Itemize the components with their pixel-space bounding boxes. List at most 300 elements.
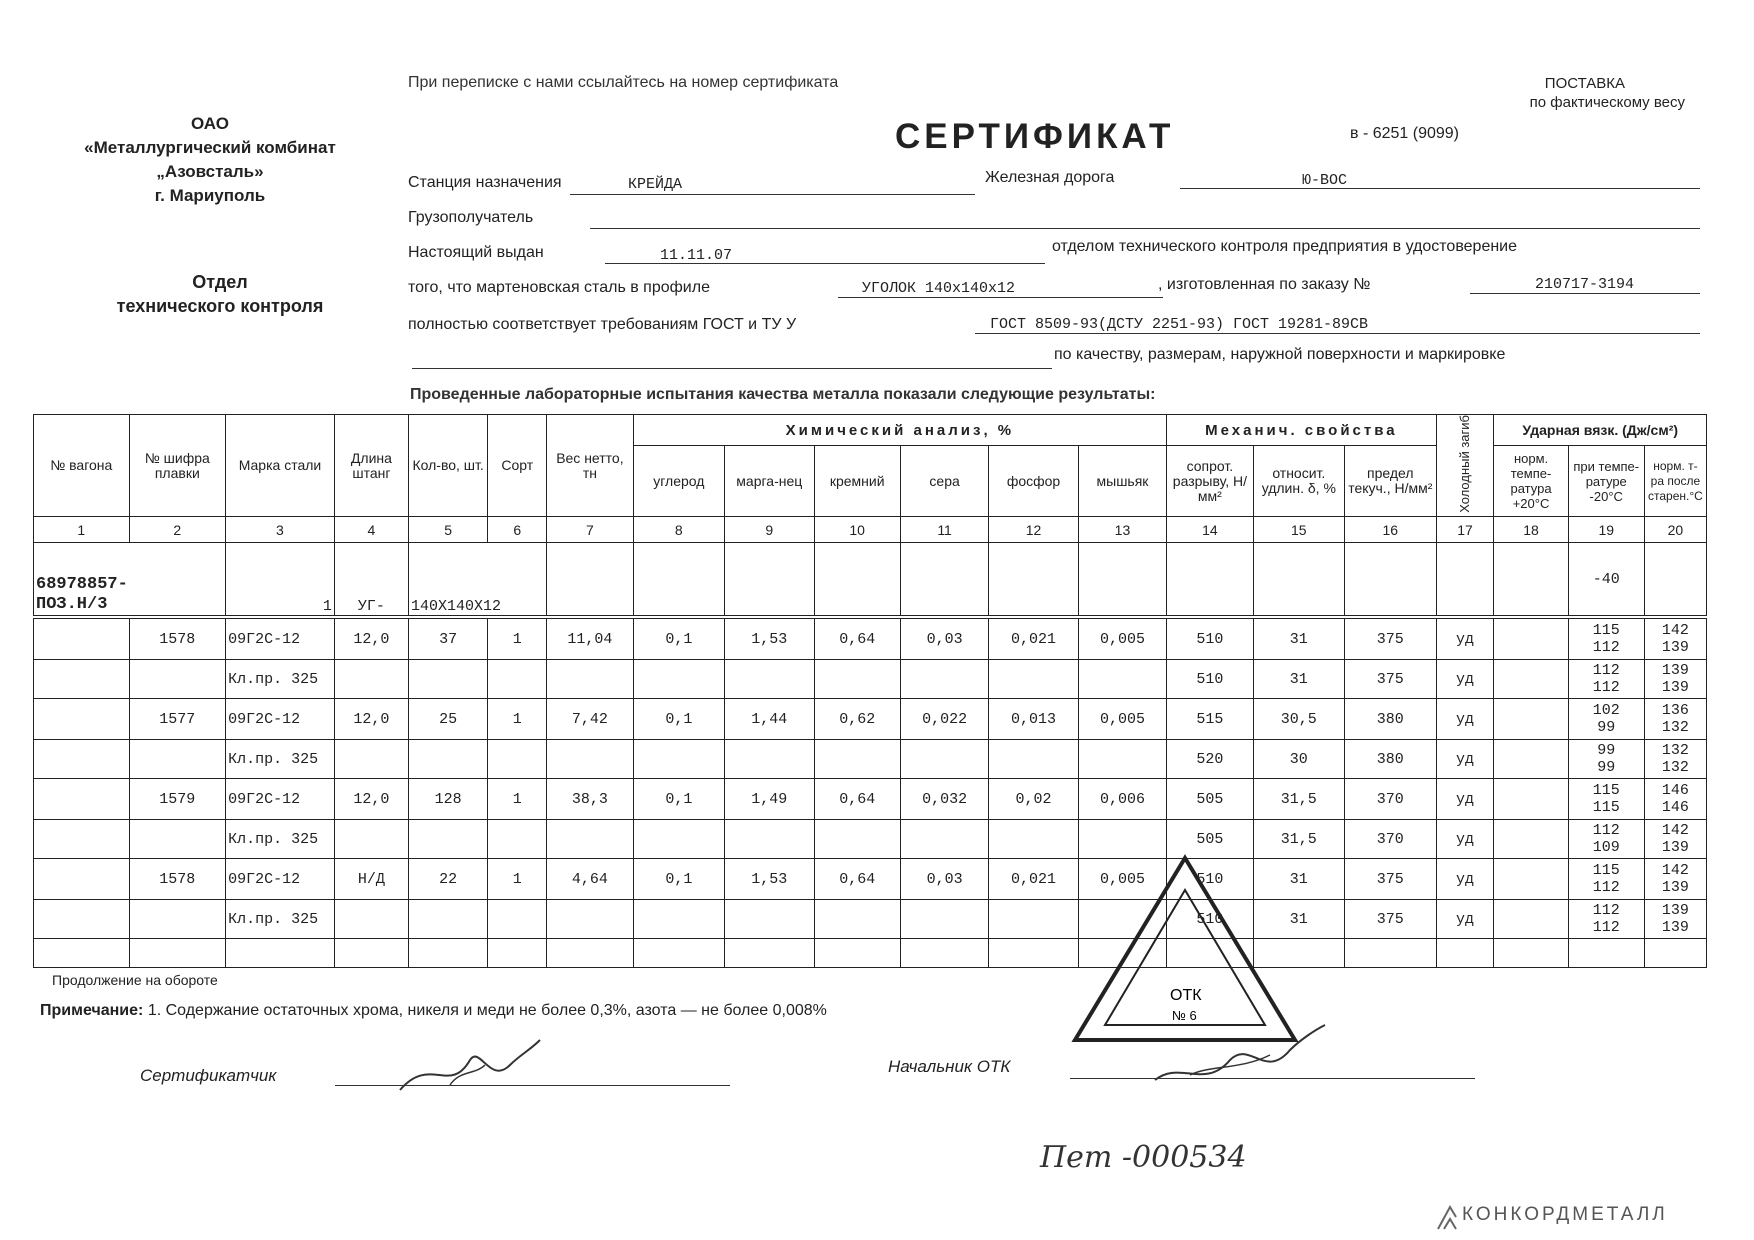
certificate-number: в - 6251 (9099): [1350, 125, 1460, 142]
table-cell: [1167, 779, 1253, 820]
table-cell: [633, 619, 724, 660]
department-block: [70, 270, 370, 318]
table-cell: [1494, 660, 1568, 699]
table-row-blank: [34, 939, 1707, 968]
dept-line: Отдел: [192, 272, 248, 292]
cell-value: 1: [512, 790, 522, 808]
index-cell: 1: [34, 517, 130, 543]
table-cell: [1167, 740, 1253, 779]
cell-value: 112: [1592, 822, 1620, 839]
table-cell: [1494, 779, 1568, 820]
col-header: Кол-во, шт.: [409, 415, 488, 517]
table-cell: [1568, 779, 1644, 820]
index-cell: 4: [334, 517, 408, 543]
cell-value: 375: [1376, 630, 1404, 648]
reference-note: При переписке с нами ссылайтесь на номер сертификата: [408, 74, 839, 91]
cell-value: 1,49: [751, 790, 788, 808]
table-cell: [129, 699, 226, 740]
cell-value: 37: [439, 630, 458, 648]
cell-value: 115: [1592, 799, 1620, 816]
cell-value: 0,1: [665, 630, 693, 648]
table-cell: [725, 740, 814, 779]
table-cell: [226, 619, 335, 660]
col-header: Длина штанг: [334, 415, 408, 517]
col-header: норм. т-ра после старен.°C: [1644, 446, 1706, 517]
table-cell: [34, 900, 130, 939]
cell-value: уд: [1455, 870, 1474, 888]
delivery-line: ПОСТАВКА: [1544, 75, 1625, 92]
compliance-label: полностью соответствует требованиям ГОСТ и ТУ У: [408, 316, 797, 333]
table-cell: [900, 820, 988, 859]
index-cell: 8: [633, 517, 724, 543]
table-cell: [226, 740, 335, 779]
cell-value: 139: [1661, 662, 1689, 679]
table-cell: [34, 820, 130, 859]
cell-value: 112: [1592, 662, 1620, 679]
note-label: Примечание:: [40, 1002, 144, 1019]
continued-note: Продолжение на обороте: [52, 972, 218, 988]
cell-value: 31: [1289, 630, 1308, 648]
table-cell: [900, 660, 988, 699]
cell-value: 139: [1661, 639, 1689, 656]
station-label: Станция назначения: [408, 174, 562, 191]
cell-value: 510: [1196, 670, 1224, 688]
cell-value: 11,04: [567, 630, 613, 648]
table-cell: [334, 740, 408, 779]
table-cell: [725, 779, 814, 820]
col-header: относит. удлин. δ, %: [1253, 446, 1344, 517]
wagon-cell: [34, 543, 226, 616]
table-cell: [1568, 660, 1644, 699]
cell-value: 0,62: [839, 710, 876, 728]
col-header: при темпе-ратуре -20°C: [1568, 446, 1644, 517]
cell-value: 31: [1289, 870, 1308, 888]
stamp-number: № 6: [1172, 1008, 1197, 1023]
results-table: [33, 414, 1707, 616]
table-cell: [900, 619, 988, 660]
table-cell: [1167, 699, 1253, 740]
col-header: Сорт: [488, 415, 547, 517]
table-cell: [633, 660, 724, 699]
profile-cell: 140Х140Х12: [409, 543, 547, 616]
table-cell: [129, 619, 226, 660]
table-cell: [633, 859, 724, 900]
table-cell: [1644, 820, 1706, 859]
table-cell: [34, 660, 130, 699]
table-cell: [1494, 859, 1568, 900]
logo-icon: [1436, 1205, 1458, 1231]
table-cell: [814, 859, 900, 900]
table-cell: [725, 660, 814, 699]
cell-value: 370: [1376, 790, 1404, 808]
cell-value: 31,5: [1280, 830, 1317, 848]
cell-value: 0,03: [926, 870, 963, 888]
table-cell: [1167, 619, 1253, 660]
index-cell: 16: [1345, 517, 1436, 543]
cell-value: 0,1: [665, 790, 693, 808]
certifier-label: Сертификатчик: [140, 1066, 277, 1085]
table-cell: [900, 900, 988, 939]
col-header: норм. темпе-ратура +20°C: [1494, 446, 1568, 517]
cell-value: 99: [1597, 719, 1616, 736]
table-cell: [1494, 619, 1568, 660]
cell-value: 128: [434, 790, 462, 808]
table-cell: [488, 900, 547, 939]
org-line: «Металлургический комбинат: [84, 138, 336, 157]
cell-value: 1,44: [751, 710, 788, 728]
table-cell: [1345, 699, 1436, 740]
table-cell: [547, 779, 633, 820]
table-cell: [1644, 900, 1706, 939]
table-cell: [1436, 859, 1494, 900]
index-cell: 10: [814, 517, 900, 543]
index-cell: 17: [1436, 517, 1494, 543]
railway-value: Ю-ВОС: [1302, 172, 1348, 189]
index-cell: 11: [900, 517, 988, 543]
cell-value: 1579: [159, 790, 196, 808]
cell-value: 375: [1376, 870, 1404, 888]
dept-line: технического контроля: [116, 296, 324, 316]
index-cell: 9: [725, 517, 814, 543]
cell-value: 375: [1376, 910, 1404, 928]
table-cell: [547, 900, 633, 939]
cell-value: 102: [1592, 702, 1620, 719]
col-header: Вес нетто, тн: [547, 415, 633, 517]
consignee-label: Грузополучатель: [408, 209, 534, 226]
table-cell: [409, 699, 488, 740]
cell-value: 0,006: [1099, 790, 1145, 808]
cell-value: 31: [1289, 910, 1308, 928]
table-cell: [989, 779, 1078, 820]
table-cell: [1568, 699, 1644, 740]
table-cell: [814, 820, 900, 859]
cell-value: 375: [1376, 670, 1404, 688]
index-cell: 6: [488, 517, 547, 543]
station-value: КРЕЙДА: [628, 176, 683, 193]
table-cell: [1436, 820, 1494, 859]
profile-label: того, что мартеновская сталь в профиле: [408, 279, 710, 296]
table-cell: [547, 699, 633, 740]
index-cell: 15: [1253, 517, 1344, 543]
col-header: предел текуч., Н/мм²: [1345, 446, 1436, 517]
table-cell: [129, 859, 226, 900]
table-cell: [1078, 660, 1166, 699]
table-cell: [334, 699, 408, 740]
company-logo-text: КОНКОРДМЕТАЛЛ: [1462, 1204, 1668, 1225]
table-cell: [989, 859, 1078, 900]
table-cell: [334, 900, 408, 939]
index-cell: 19: [1568, 517, 1644, 543]
table-cell: [34, 779, 130, 820]
table-cell: [900, 740, 988, 779]
table-cell: [547, 740, 633, 779]
cell-value: 112: [1592, 919, 1620, 936]
note: [40, 1002, 827, 1020]
cell-value: 09Г2С-12: [228, 630, 301, 648]
index-cell: 7: [547, 517, 633, 543]
cell-value: 112: [1592, 679, 1620, 696]
results-table-body: [33, 618, 1707, 968]
table-cell: [547, 820, 633, 859]
table-cell: [1568, 820, 1644, 859]
table-cell: [1644, 699, 1706, 740]
cell-value: 139: [1661, 679, 1689, 696]
issued-suffix: отделом технического контроля предприятия в удостоверение: [1052, 238, 1518, 255]
chem-group-header: Химический анализ, %: [633, 415, 1167, 446]
index-cell: 13: [1078, 517, 1166, 543]
table-cell: [1436, 699, 1494, 740]
org-line: г. Мариуполь: [154, 186, 266, 205]
table-cell: [814, 699, 900, 740]
cell-value: 0,1: [665, 870, 693, 888]
cell-value: 0,1: [665, 710, 693, 728]
table-cell: [989, 900, 1078, 939]
table-cell: [1345, 779, 1436, 820]
cell-value: 520: [1196, 750, 1224, 768]
cell-value: 1578: [159, 870, 196, 888]
index-cell: 2: [129, 517, 226, 543]
table-cell: [814, 740, 900, 779]
temp-note: -40: [1568, 543, 1644, 616]
cell-value: Кл.пр. 325: [228, 910, 319, 928]
table-cell: [814, 900, 900, 939]
table-cell: [334, 820, 408, 859]
cell-value: уд: [1455, 910, 1474, 928]
table-cell: [226, 660, 335, 699]
table-row: [34, 699, 1707, 740]
order-label: , изготовленная по заказу №: [1158, 276, 1371, 293]
organization-block: [30, 112, 390, 208]
cell-value: 380: [1376, 750, 1404, 768]
table-cell: [488, 740, 547, 779]
table-row: [34, 619, 1707, 660]
cell-value: Кл.пр. 325: [228, 670, 319, 688]
cell-value: 09Г2С-12: [228, 710, 301, 728]
table-cell: [409, 619, 488, 660]
tests-label: Проведенные лабораторные испытания качества металла показали следующие результаты:: [410, 386, 1156, 403]
table-cell: [633, 779, 724, 820]
table-cell: [725, 699, 814, 740]
table-cell: [226, 699, 335, 740]
table-cell: [1644, 859, 1706, 900]
table-row: [34, 740, 1707, 779]
table-cell: [1078, 779, 1166, 820]
cell-value: Н/Д: [357, 870, 385, 888]
cell-value: 505: [1196, 790, 1224, 808]
table-cell: [633, 820, 724, 859]
table-cell: [1078, 699, 1166, 740]
cell-value: 515: [1196, 710, 1224, 728]
cell-value: 22: [439, 870, 458, 888]
table-cell: [1167, 660, 1253, 699]
table-cell: [900, 859, 988, 900]
table-cell: [1436, 660, 1494, 699]
cell-value: 370: [1376, 830, 1404, 848]
cell-value: уд: [1455, 670, 1474, 688]
handwritten-number: Пет -000534: [1040, 1140, 1247, 1175]
table-cell: [1345, 740, 1436, 779]
index-cell: 5: [409, 517, 488, 543]
certifier-signature: [390, 1035, 550, 1105]
table-cell: [1494, 699, 1568, 740]
position-number: 1: [226, 543, 335, 616]
cell-value: 115: [1592, 622, 1620, 639]
col-header: № вагона: [34, 415, 130, 517]
table-cell: [488, 820, 547, 859]
cell-value: 132: [1661, 742, 1689, 759]
otk-stamp: [1070, 850, 1300, 1050]
cell-value: 0,005: [1099, 710, 1145, 728]
table-cell: [725, 900, 814, 939]
cell-value: 25: [439, 710, 458, 728]
wagon-number: 68978857-: [36, 575, 128, 594]
table-cell: [989, 619, 1078, 660]
table-header-row: [34, 415, 1707, 446]
cell-value: 132: [1661, 719, 1689, 736]
table-cell: [633, 900, 724, 939]
cell-value: 4,64: [571, 870, 608, 888]
table-cell: [34, 619, 130, 660]
col-header: кремний: [814, 446, 900, 517]
table-cell: [226, 820, 335, 859]
cell-value: 12,0: [353, 790, 390, 808]
table-cell: [129, 820, 226, 859]
table-cell: [34, 740, 130, 779]
table-cell: [409, 779, 488, 820]
col-header: Марка стали: [226, 415, 335, 517]
cell-value: 142: [1661, 622, 1689, 639]
table-cell: [1078, 619, 1166, 660]
col-header: марга-нец: [725, 446, 814, 517]
table-cell: [1345, 820, 1436, 859]
cell-value: 30,5: [1280, 710, 1317, 728]
cell-value: уд: [1455, 750, 1474, 768]
table-cell: [129, 660, 226, 699]
cell-value: Кл.пр. 325: [228, 750, 319, 768]
cell-value: 0,022: [922, 710, 968, 728]
table-cell: [900, 699, 988, 740]
table-cell: [334, 619, 408, 660]
table-cell: [1345, 660, 1436, 699]
cell-value: 1: [512, 630, 522, 648]
table-row: [34, 859, 1707, 900]
cell-value: 380: [1376, 710, 1404, 728]
table-cell: [725, 619, 814, 660]
table-cell: [1644, 619, 1706, 660]
cell-value: 510: [1196, 630, 1224, 648]
col-header: сера: [900, 446, 988, 517]
table-cell: [1345, 900, 1436, 939]
cell-value: 0,64: [839, 790, 876, 808]
index-cell: 3: [226, 517, 335, 543]
position-label: ПОЗ.Н/3: [36, 595, 108, 614]
cell-value: 146: [1661, 799, 1689, 816]
cell-value: 12,0: [353, 630, 390, 648]
cell-value: 510: [1196, 910, 1224, 928]
table-cell: [1345, 859, 1436, 900]
cell-value: уд: [1455, 710, 1474, 728]
table-cell: [226, 900, 335, 939]
table-cell: [547, 660, 633, 699]
quality-label: по качеству, размерам, наружной поверхности и маркировке: [1054, 346, 1506, 363]
table-cell: [900, 779, 988, 820]
table-cell: [409, 820, 488, 859]
col-header: сопрот. разрыву, Н/мм²: [1167, 446, 1253, 517]
table-cell: [334, 779, 408, 820]
table-cell: [1644, 660, 1706, 699]
cell-value: 30: [1289, 750, 1308, 768]
cell-value: 142: [1661, 862, 1689, 879]
cell-value: 99: [1597, 759, 1616, 776]
index-cell: 18: [1494, 517, 1568, 543]
table-cell: [488, 699, 547, 740]
cell-value: 0,64: [839, 870, 876, 888]
ug-label: УГ-: [334, 543, 408, 616]
cell-value: 146: [1661, 782, 1689, 799]
table-cell: [129, 900, 226, 939]
index-cell: 20: [1644, 517, 1706, 543]
table-cell: [1644, 779, 1706, 820]
delivery-line: по фактическому весу: [1529, 94, 1685, 111]
table-cell: [409, 859, 488, 900]
table-cell: [1568, 740, 1644, 779]
cell-value: 1,53: [751, 630, 788, 648]
cell-value: 0,032: [922, 790, 968, 808]
cell-value: 505: [1196, 830, 1224, 848]
cell-value: 109: [1592, 839, 1620, 856]
table-row-wagon: [34, 543, 1707, 616]
col-header: углерод: [633, 446, 724, 517]
cell-value: уд: [1455, 830, 1474, 848]
col-header-cold-bend: Холодный загиб: [1436, 415, 1494, 517]
cell-value: 31: [1289, 670, 1308, 688]
table-cell: [814, 779, 900, 820]
cell-value: 0,02: [1015, 790, 1052, 808]
table-cell: [34, 859, 130, 900]
document-title: СЕРТИФИКАТ: [895, 117, 1175, 156]
table-cell: [989, 699, 1078, 740]
table-cell: [488, 779, 547, 820]
org-line: „Азовсталь»: [156, 162, 264, 181]
cell-value: 0,005: [1099, 630, 1145, 648]
cell-value: уд: [1455, 630, 1474, 648]
table-cell: [633, 740, 724, 779]
table-cell: [1436, 900, 1494, 939]
table-cell: [989, 740, 1078, 779]
cell-value: 112: [1592, 902, 1620, 919]
cell-value: 09Г2С-12: [228, 790, 301, 808]
table-row: [34, 820, 1707, 859]
otk-head-label: Начальник ОТК: [888, 1057, 1011, 1076]
table-cell: [989, 660, 1078, 699]
table-row: [34, 900, 1707, 939]
cell-value: 1,53: [751, 870, 788, 888]
col-header: фосфор: [989, 446, 1078, 517]
stamp-label: ОТК: [1170, 987, 1202, 1004]
cell-value: 1578: [159, 630, 196, 648]
cell-value: 0,64: [839, 630, 876, 648]
cell-value: 1: [512, 870, 522, 888]
table-cell: [334, 859, 408, 900]
railway-label: Железная дорога: [985, 169, 1115, 186]
cell-value: 115: [1592, 862, 1620, 879]
cell-value: Кл.пр. 325: [228, 830, 319, 848]
cell-value: 1: [512, 710, 522, 728]
table-cell: [814, 619, 900, 660]
org-line: ОАО: [190, 114, 230, 133]
table-cell: [633, 699, 724, 740]
note-text: 1. Содержание остаточных хрома, никеля и меди не более 0,3%, азота — не более 0,008%: [147, 1002, 827, 1019]
